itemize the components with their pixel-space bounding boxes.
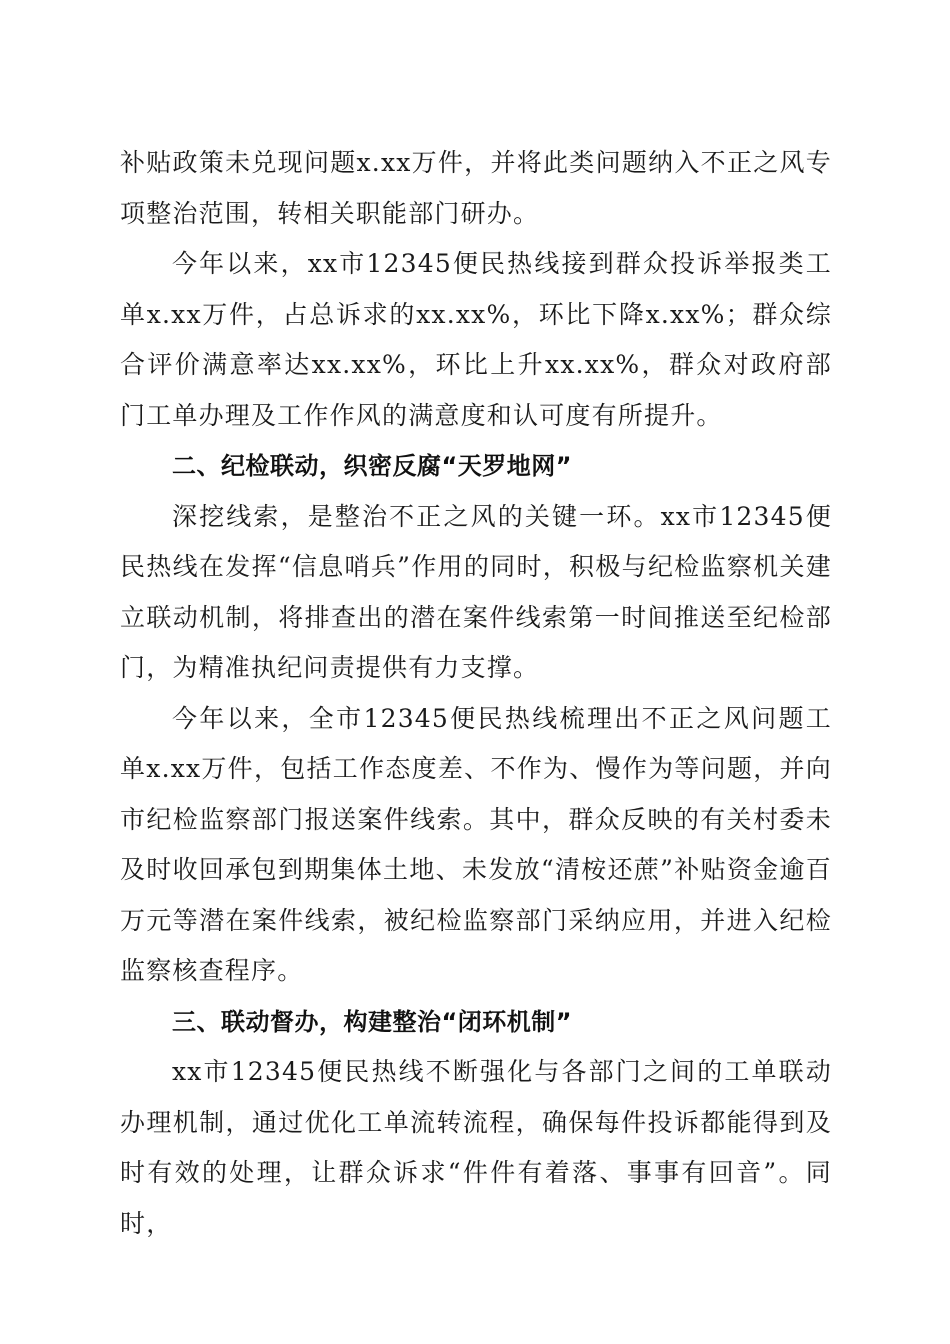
- paragraph-4: 今年以来，全市12345便民热线梳理出不正之风问题工单x.xx万件，包括工作态度差、不作为、慢作为等问题，并向市纪检监察部门报送案件线索。其中，群众反映的有关村委未及时收回承包到期集体土地、未发放“清桉还蔗”补贴资金逾百万元等潜在案件线索，被纪检监察部门采纳应用，并进入纪检监察核查程序。: [120, 703, 832, 985]
- paragraph-3: 深挖线索，是整治不正之风的关键一环。xx市12345便民热线在发挥“信息哨兵”作用的同时，积极与纪检监察机关建立联动机制，将排查出的潜在案件线索第一时间推送至纪检部门，为精准执纪问责提供有力支撑。: [120, 501, 832, 682]
- document-body: [120, 138, 832, 1249]
- paragraph-2: 今年以来，xx市12345便民热线接到群众投诉举报类工单x.xx万件，占总诉求的xx.xx%，环比下降x.xx%；群众综合评价满意率达xx.xx%，环比上升xx.xx%，群众对政府部门工单办理及工作作风的满意度和认可度有所提升。: [120, 249, 832, 430]
- paragraph-1: 补贴政策未兑现问题x.xx万件，并将此类问题纳入不正之风专项整治范围，转相关职能部门研办。: [120, 148, 832, 228]
- paragraph-5: xx市12345便民热线不断强化与各部门之间的工单联动办理机制，通过优化工单流转流程，确保每件投诉都能得到及时有效的处理，让群众诉求“件件有着落、事事有回音”。同时，: [120, 1057, 832, 1238]
- section-heading-2: 二、纪检联动，织密反腐“天罗地网”: [172, 452, 573, 480]
- section-heading-3: 三、联动督办，构建整治“闭环机制”: [172, 1007, 573, 1036]
